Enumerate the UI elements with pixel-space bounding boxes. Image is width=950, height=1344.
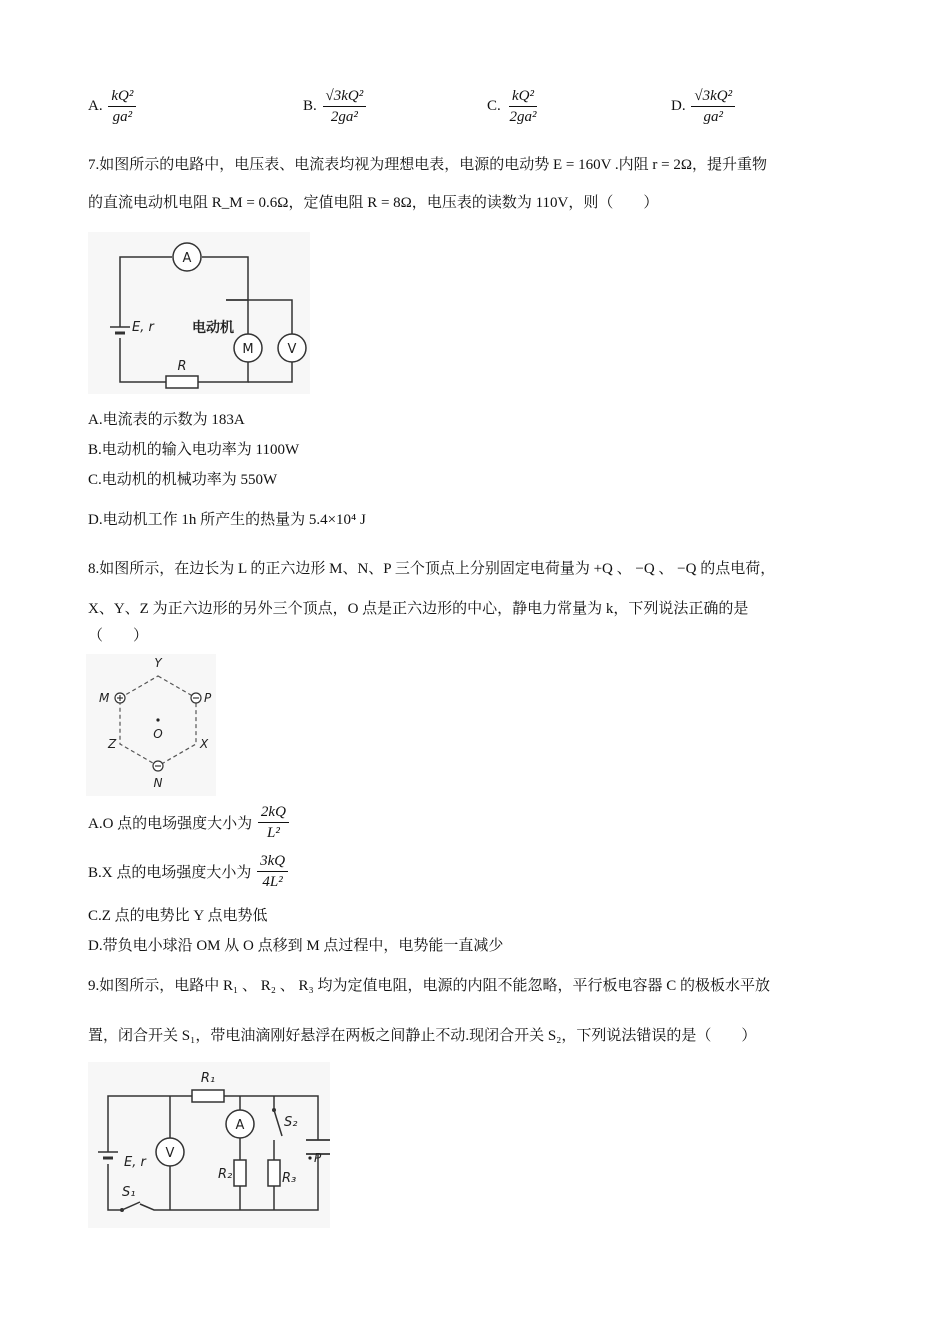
option-label: B. xyxy=(303,98,317,114)
ammeter-label: A xyxy=(182,251,192,266)
q7-option-b: B.电动机的输入电功率为 1100W xyxy=(88,442,300,458)
q7-option-d: D.电动机工作 1h 所产生的热量为 5.4×10⁴ J xyxy=(88,512,366,528)
center-o-label: O xyxy=(153,727,163,741)
q8-option-a xyxy=(88,802,291,843)
vertex-z-label: Z xyxy=(108,737,117,751)
q7-stem-line2: 的直流电动机电阻 R_M = 0.6Ω，定值电阻 R = 8Ω，电压表的读数为 110V，则（ ） xyxy=(88,195,659,211)
denominator: 4L² xyxy=(262,874,283,890)
q8-stem-line3: （ ） xyxy=(88,628,149,644)
q8-stem-line2: X、Y、Z 为正六边形的另外三个顶点，O 点是正六边形的中心，静电力常量为 k，下列说法正确的是 xyxy=(88,601,749,617)
denominator: ga² xyxy=(703,109,723,125)
q6-option-d xyxy=(671,86,737,127)
q8-option-d: D.带负电小球沿 OM 从 O 点移到 M 点过程中，电势能一直减少 xyxy=(88,938,504,954)
q9-circuit-diagram xyxy=(88,1062,330,1228)
vertex-n-label: N xyxy=(153,776,163,790)
q6-option-c xyxy=(487,86,542,127)
p-label: P xyxy=(314,1151,322,1165)
fraction xyxy=(108,86,136,127)
option-text: A.O 点的电场强度大小为 xyxy=(88,816,253,832)
numerator: √3kQ² xyxy=(323,86,367,107)
q6-option-b xyxy=(303,86,368,127)
s2-label: S₂ xyxy=(284,1115,298,1130)
resistor-icon xyxy=(166,376,198,388)
vertex-y-label: Y xyxy=(154,656,162,670)
q6-option-a xyxy=(88,86,138,127)
s1-label: S₁ xyxy=(122,1185,136,1200)
voltmeter-label: V xyxy=(287,342,297,357)
q8-stem-line1: 8.如图所示，在边长为 L 的正六边形 M、N、P 三个顶点上分别固定电荷量为 +Q 、 −Q 、 −Q 的点电荷， xyxy=(88,561,776,577)
fraction xyxy=(258,802,289,843)
option-label: C. xyxy=(487,98,501,114)
q9-stem-line1: 9.如图所示，电路中 R₁ 、 R₂ 、 R₃ 均为定值电阻，电源的内阻不能忽略，平行板电容器 C 的极板水平放 xyxy=(88,978,770,994)
numerator: 3kQ xyxy=(257,851,288,872)
q7-circuit-diagram xyxy=(88,232,310,394)
q7-option-a: A.电流表的示数为 183A xyxy=(88,412,245,428)
source-label: E, r xyxy=(124,1155,146,1170)
fraction xyxy=(507,86,540,127)
r3-label: R₃ xyxy=(282,1171,297,1186)
denominator: L² xyxy=(267,825,280,841)
resistor-r1-icon xyxy=(192,1090,224,1102)
vertex-x-label: X xyxy=(200,737,209,751)
option-label: A. xyxy=(88,98,103,114)
denominator: 2ga² xyxy=(509,109,537,125)
ammeter-label: A xyxy=(235,1118,245,1133)
voltmeter-label: V xyxy=(165,1146,175,1161)
resistor-r2-icon xyxy=(234,1160,246,1186)
option-label: D. xyxy=(671,98,686,114)
center-point-icon xyxy=(156,718,159,721)
vertex-p-label: P xyxy=(204,691,212,705)
vertex-m-label: M xyxy=(99,691,110,705)
option-text: B.X 点的电场强度大小为 xyxy=(88,865,252,881)
fraction xyxy=(257,851,288,892)
q9-stem-line2: 置，闭合开关 S₁，带电油滴刚好悬浮在两板之间静止不动.现闭合开关 S₂，下列说法错误的是（ ） xyxy=(88,1028,757,1044)
q8-option-b xyxy=(88,851,290,892)
motor-label: M xyxy=(242,342,254,357)
q7-option-c: C.电动机的机械功率为 550W xyxy=(88,472,278,488)
motor-caption: 电动机 xyxy=(192,320,234,336)
fraction xyxy=(323,86,367,127)
denominator: ga² xyxy=(112,109,133,125)
source-label: E, r xyxy=(132,320,154,335)
numerator: 2kQ xyxy=(258,802,289,823)
resistor-label: R xyxy=(177,359,187,374)
denominator: 2ga² xyxy=(330,109,358,125)
fraction xyxy=(691,86,735,127)
q7-stem-line1: 7.如图所示的电路中，电压表、电流表均视为理想电表，电源的电动势 E = 160V .内阻 r = 2Ω，提升重物 xyxy=(88,157,768,173)
r1-label: R₁ xyxy=(200,1071,216,1086)
numerator: kQ² xyxy=(108,86,136,107)
r2-label: R₂ xyxy=(218,1167,233,1182)
resistor-r3-icon xyxy=(268,1160,280,1186)
numerator: kQ² xyxy=(509,86,537,107)
numerator: √3kQ² xyxy=(691,86,735,107)
q8-option-c: C.Z 点的电势比 Y 点电势低 xyxy=(88,908,268,924)
q8-hexagon-diagram xyxy=(86,654,216,796)
oil-drop-icon xyxy=(308,1156,311,1159)
